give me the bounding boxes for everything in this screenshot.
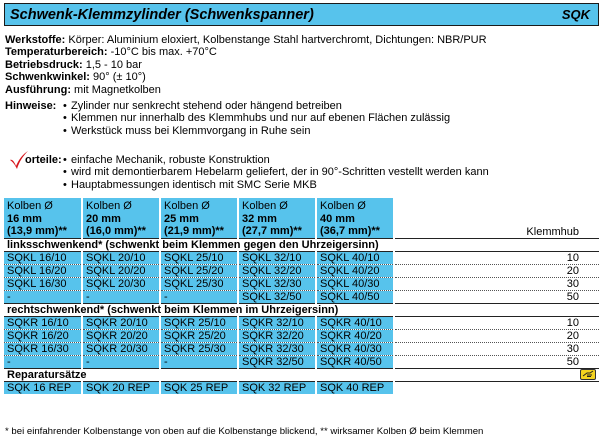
table-cell: - [4,290,82,303]
table-cell: SQKR 25/30 [160,342,238,355]
spec-row [5,59,597,71]
table-cell: SQKR 16/30 [4,342,82,355]
table-cell: - [160,355,238,368]
repair-title-cell [4,368,599,381]
klemmhub-cell: 10 [394,316,599,329]
table-cell: SQKL 40/10 [316,251,394,264]
table-cell: - [82,355,160,368]
table-cell: - [4,355,82,368]
repair-title-row [4,368,599,381]
column-header: Kolben Ø 16 mm (13,9 mm)** [4,198,82,238]
table-cell: SQKR 16/20 [4,329,82,342]
table-cell: SQKL 20/30 [82,277,160,290]
spec-value: 90° (± 10°) [93,71,146,84]
column-header: Kolben Ø 40 mm (36,7 mm)** [316,198,394,238]
spec-label: Schwenkwinkel: [5,71,90,84]
hinweis-item: • Zylinder nur senkrecht stehend oder hängend betreiben [63,100,342,112]
table-cell: SQKR 25/10 [160,316,238,329]
table-row [4,251,599,264]
table-cell: SQKR 40/50 [316,355,394,368]
table-cell: - [82,290,160,303]
spec-row [5,71,597,83]
table-cell: SQKR 32/30 [238,342,316,355]
table-cell: SQKR 40/20 [316,329,394,342]
table-cell: SQKR 32/20 [238,329,316,342]
column-header: Kolben Ø 25 mm (21,9 mm)** [160,198,238,238]
table-cell: SQKR 32/10 [238,316,316,329]
vorteile-label: orteile: [25,154,62,166]
table-cell: SQKL 32/10 [238,251,316,264]
vorteile-block [5,150,597,190]
vorteil-item: • einfache Mechanik, robuste Konstruktion [63,154,270,166]
table-cell: SQKR 25/20 [160,329,238,342]
table-row [4,277,599,290]
repair-empty [394,381,599,394]
table-cell: SQKL 20/20 [82,264,160,277]
spec-row [5,46,597,58]
table-cell: SQKR 40/30 [316,342,394,355]
spec-value: -10°C bis max. +70°C [110,46,217,59]
spec-label: Ausführung: [5,83,71,96]
repair-cell: SQK 32 REP [238,381,316,394]
column-header: Kolben Ø 20 mm (16,0 mm)** [82,198,160,238]
table-row [4,290,599,303]
section-header [4,3,599,26]
order-table [4,198,599,394]
table-cell: SQKL 20/10 [82,251,160,264]
spec-row [5,84,597,96]
repair-cell: SQK 25 REP [160,381,238,394]
table-cell: SQKL 25/30 [160,277,238,290]
table-row [4,316,599,329]
hinweis-item: • Klemmen nur innerhalb des Klemmhubs und nur auf ebenen Flächen zulässig [63,112,451,125]
vorteil-item: • wird mit demontierbarem Hebelarm geliefert, der in 90°-Schritten vestellt werden kann [63,166,489,179]
spec-value: mit Magnetkolben [74,83,161,96]
repair-cell: SQK 16 REP [4,381,82,394]
table-row [4,355,599,368]
table-cell: SQKL 32/50 [238,290,316,303]
footnote: * bei einfahrender Kolbenstange von oben auf die Kolbenstange blickend, ** wirksamer Kolben Ø beim Klemmen [5,426,484,437]
klemmhub-cell: 50 [394,290,599,303]
repair-row [4,381,599,394]
table-cell: SQKL 40/30 [316,277,394,290]
spec-label: Betriebsdruck: [5,58,83,71]
spec-row [5,34,597,46]
table-cell: SQKL 32/30 [238,277,316,290]
table-cell: SQKL 16/10 [4,251,82,264]
section-title-row [4,238,599,251]
klemmhub-cell: 20 [394,329,599,342]
table-header-row [4,198,599,238]
table-cell: SQKL 40/50 [316,290,394,303]
table-cell: SQKR 20/20 [82,329,160,342]
table-cell: SQKL 16/20 [4,264,82,277]
spec-value: Körper: Aluminium eloxiert, Kolbenstange Stahl hartverchromt, Dichtungen: NBR/PUR [68,34,487,46]
section-title: rechtschwenkend* (schwenkt beim Klemmen im Uhrzeigersinn) [4,303,599,316]
table-cell: SQKL 25/10 [160,251,238,264]
klemmhub-header: Klemmhub [394,198,599,238]
repair-cell: SQK 40 REP [316,381,394,394]
hinweis-item: • Werkstück muss bei Klemmvorgang in Ruhe sein [63,124,311,137]
table-row [4,264,599,277]
repair-cell: SQK 20 REP [82,381,160,394]
table-cell: SQKR 40/10 [316,316,394,329]
section-title-row [4,303,599,316]
klemmhub-cell: 30 [394,342,599,355]
spec-value: 1,5 - 10 bar [85,58,142,71]
table-row [4,329,599,342]
warning-hand-icon [580,369,596,380]
column-header: Kolben Ø 32 mm (27,7 mm)** [238,198,316,238]
table-cell: SQKR 32/50 [238,355,316,368]
klemmhub-cell: 50 [394,355,599,368]
section-title: linksschwenkend* (schwenkt beim Klemmen gegen den Uhrzeigersinn) [4,238,599,251]
page-title: Schwenk-Klemmzylinder (Schwenkspanner) [10,6,314,23]
table-cell: - [160,290,238,303]
specs-block [5,34,597,96]
table-cell: SQKL 16/30 [4,277,82,290]
table-cell: SQKR 20/10 [82,316,160,329]
table-cell: SQKL 40/20 [316,264,394,277]
hinweise-label: Hinweise: [5,100,57,112]
table-cell: SQKR 20/30 [82,342,160,355]
spec-label: Temperaturbereich: [5,46,108,59]
spec-label: Werkstoffe: [5,34,66,46]
product-code: SQK [561,7,590,22]
table-row [4,342,599,355]
repair-title: Reparatursätze [7,368,87,381]
table-cell: SQKL 32/20 [238,264,316,277]
table-cell: SQKL 25/20 [160,264,238,277]
vorteil-item: • Hauptabmessungen identisch mit SMC Serie MKB [63,178,317,191]
klemmhub-cell: 30 [394,277,599,290]
klemmhub-cell: 10 [394,251,599,264]
table-cell: SQKR 16/10 [4,316,82,329]
klemmhub-cell: 20 [394,264,599,277]
